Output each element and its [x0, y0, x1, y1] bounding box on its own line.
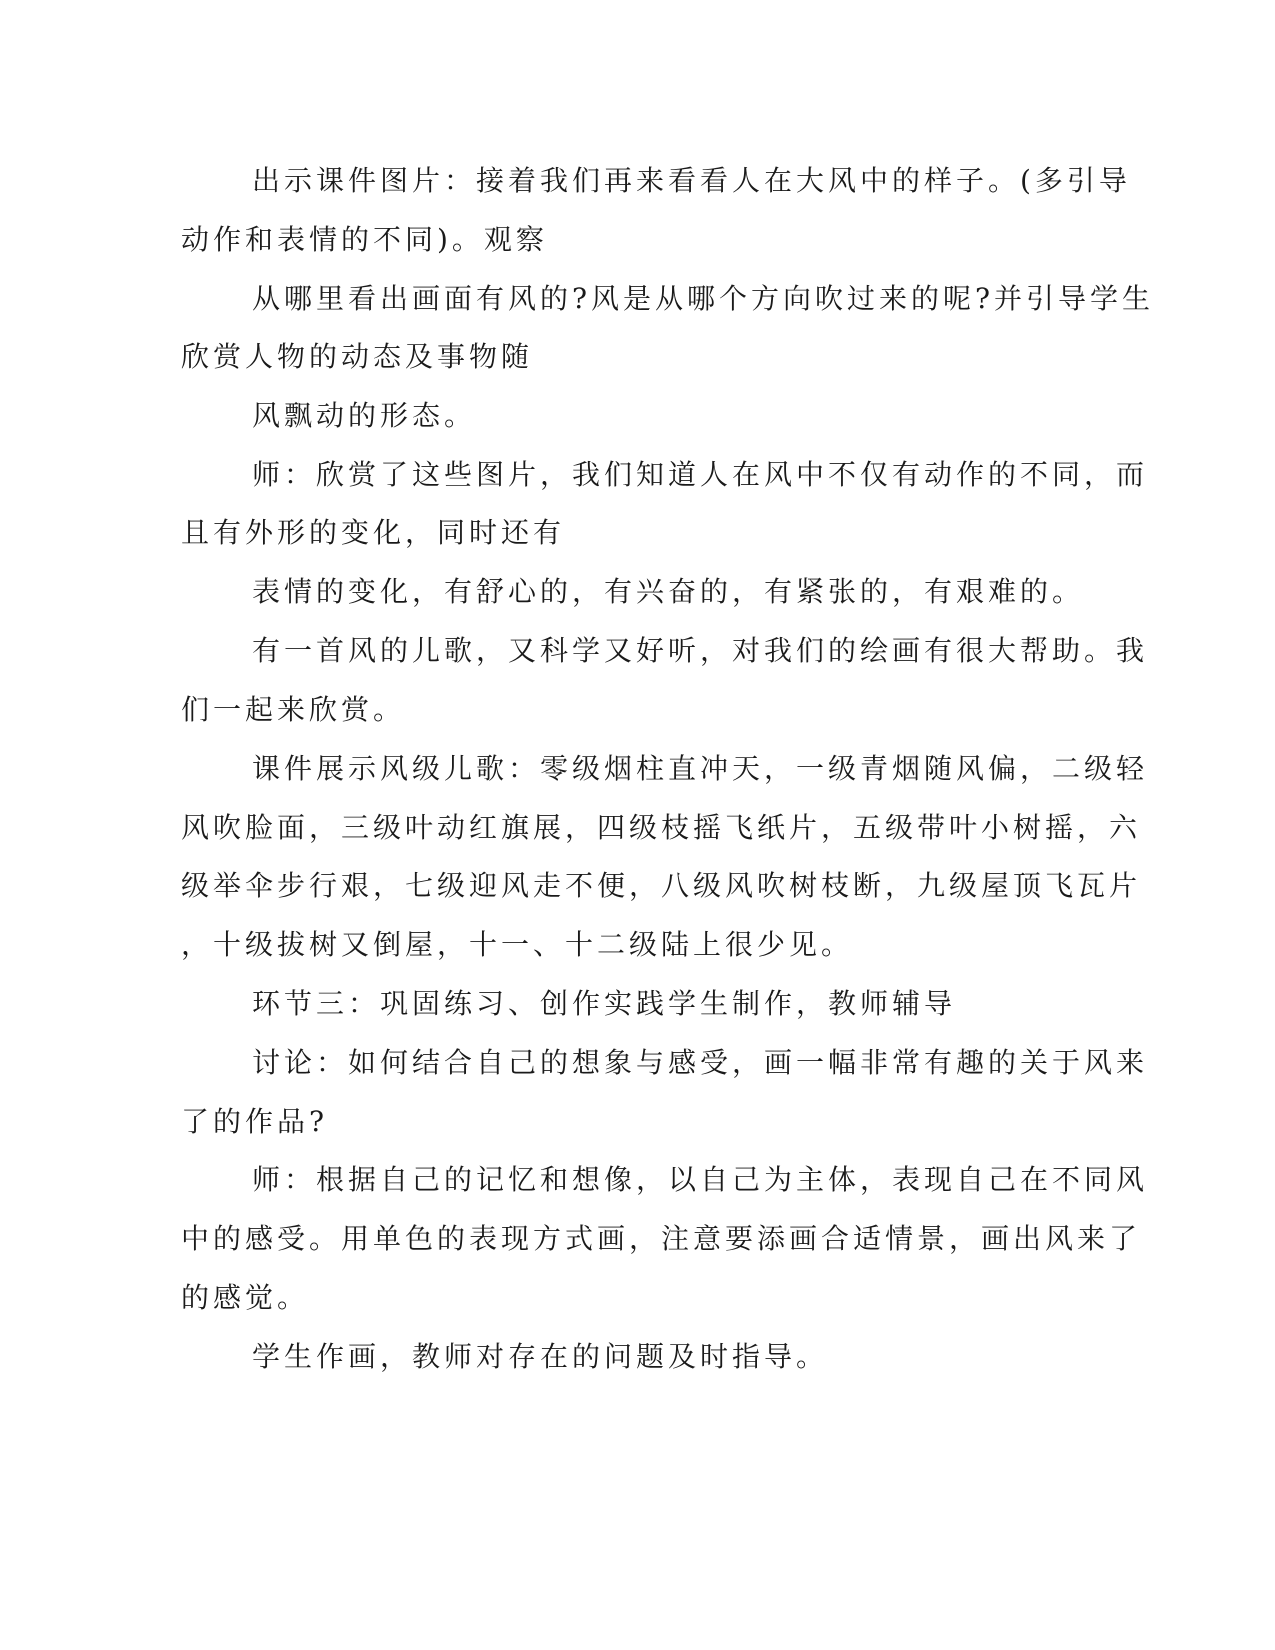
paragraph-line: 环节三：巩固练习、创作实践学生制作，教师辅导: [252, 987, 957, 1020]
paragraph-line: 们一起来欣赏。: [181, 693, 406, 726]
paragraph-line: 欣赏人物的动态及事物随: [181, 340, 534, 373]
paragraph-line: 讨论：如何结合自己的想象与感受，画一幅非常有趣的关于风来: [252, 1046, 1149, 1079]
paragraph-line: 的感觉。: [181, 1281, 310, 1314]
paragraph-line: 风飘动的形态。: [252, 399, 477, 432]
paragraph-line: 课件展示风级儿歌：零级烟柱直冲天，一级青烟随风偏，二级轻: [252, 752, 1149, 785]
paragraph-line: 动作和表情的不同)。观察: [181, 223, 548, 256]
paragraph-line: 有一首风的儿歌，又科学又好听，对我们的绘画有很大帮助。我: [252, 634, 1149, 667]
paragraph-line: 出示课件图片：接着我们再来看看人在大风中的样子。(多引导: [252, 164, 1131, 197]
paragraph-line: 级举伞步行艰，七级迎风走不便，八级风吹树枝断，九级屋顶飞瓦片: [181, 869, 1142, 902]
paragraph-line: 从哪里看出画面有风的?风是从哪个方向吹过来的呢?并引导学生: [252, 282, 1155, 315]
paragraph-line: ，十级拔树又倒屋，十一、十二级陆上很少见。: [181, 928, 854, 961]
paragraph-line: 中的感受。用单色的表现方式画，注意要添画合适情景，画出风来了: [181, 1222, 1142, 1255]
paragraph-line: 了的作品?: [181, 1105, 329, 1138]
paragraph-line: 师：根据自己的记忆和想像，以自己为主体，表现自己在不同风: [252, 1163, 1149, 1196]
paragraph-line: 风吹脸面，三级叶动红旗展，四级枝摇飞纸片，五级带叶小树摇，六: [181, 811, 1142, 844]
paragraph-line: 且有外形的变化，同时还有: [181, 516, 566, 549]
paragraph-line: 师：欣赏了这些图片，我们知道人在风中不仅有动作的不同，而: [252, 458, 1149, 491]
paragraph-line: 表情的变化，有舒心的，有兴奋的，有紧张的，有艰难的。: [252, 575, 1085, 608]
paragraph-line: 学生作画，教师对存在的问题及时指导。: [252, 1340, 829, 1373]
